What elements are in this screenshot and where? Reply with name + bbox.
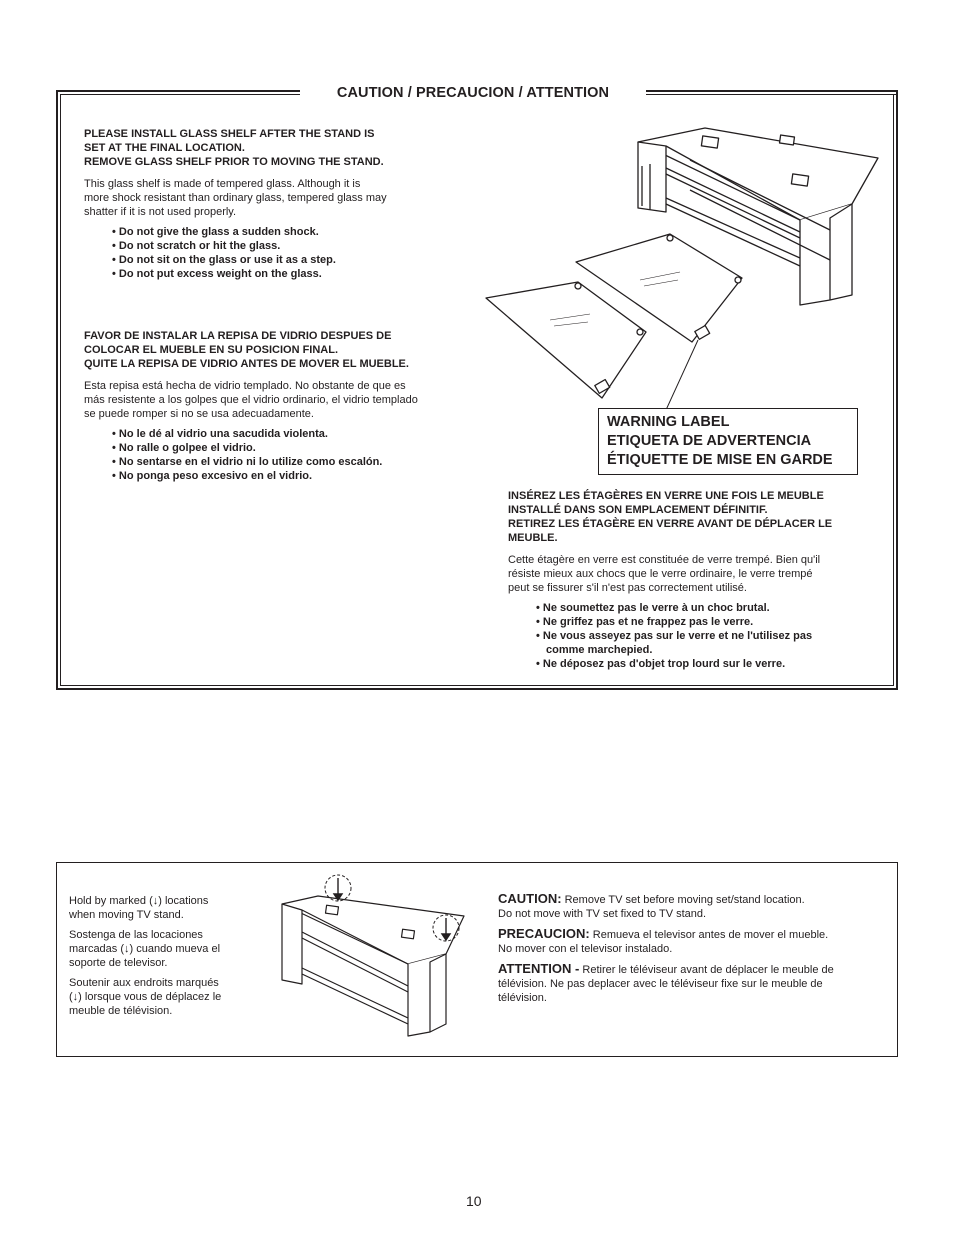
hold-es xyxy=(69,928,269,970)
hold-fr-part: ) lorsque vous de déplacez le xyxy=(78,991,222,1003)
spanish-bullet: • No ralle o golpee el vidrio. xyxy=(112,442,256,454)
hold-es-part: Sostenga de las locaciones xyxy=(69,929,203,941)
english-section xyxy=(84,127,474,281)
english-bullet: • Do not sit on the glass or use it as a step. xyxy=(112,254,336,266)
caution-text-2: Do not move with TV set fixed to TV stand. xyxy=(498,908,707,920)
spanish-bold-2: QUITE LA REPISA DE VIDRIO ANTES DE MOVER EL MUEBLE. xyxy=(84,358,409,370)
stand-carry-illustration xyxy=(278,872,468,1040)
hold-arrow-icon: ↓ xyxy=(124,943,130,955)
english-bullet: • Do not put excess weight on the glass. xyxy=(112,268,322,280)
caution-heading xyxy=(300,82,646,104)
french-body-2: peut se fissurer s'il n'est pas correctement utilisé. xyxy=(508,582,747,594)
hold-instructions xyxy=(69,894,269,1018)
english-body-2: shatter if it is not used properly. xyxy=(84,206,237,218)
hold-fr-part: Soutenir aux endroits marqués xyxy=(69,977,219,989)
hold-en xyxy=(69,894,269,922)
spanish-body-1: más resistente a los golpes que el vidrio ordinario, el vidrio templado xyxy=(84,394,418,406)
spanish-body-2: se puede romper si no se usa adecuadamente. xyxy=(84,408,314,420)
hold-arrow-icon: ↓ xyxy=(152,895,159,907)
french-bold-1: INSTALLÉ DANS SON EMPLACEMENT DÉFINITIF. xyxy=(508,504,768,516)
french-bold-0: INSÉREZ LES ÉTAGÈRES EN VERRE UNE FOIS LE MEUBLE xyxy=(508,490,824,502)
heading-rule-left xyxy=(246,90,304,91)
hold-fr xyxy=(69,976,269,1018)
attention-text-3: télévision. xyxy=(498,992,547,1004)
warning-label-es: ETIQUETA DE ADVERTENCIA xyxy=(607,433,812,449)
page-number: 10 xyxy=(466,1193,482,1209)
hold-en-part: when moving TV stand. xyxy=(69,909,184,921)
french-bullet: • Ne soumettez pas le verre à un choc brutal. xyxy=(536,602,770,614)
heading-rule-right xyxy=(636,90,898,91)
caution-label: CAUTION: xyxy=(498,891,562,906)
spanish-section xyxy=(84,329,484,483)
hold-en-part: ) locations xyxy=(158,895,209,907)
french-bold-3: MEUBLE. xyxy=(508,532,558,544)
french-bullet-list xyxy=(536,601,836,671)
heading-rule-left-2 xyxy=(246,94,304,95)
glass-shelf-illustration xyxy=(480,120,880,410)
caution-text: Remove TV set before moving set/stand location. xyxy=(561,894,805,906)
spanish-bullet-list xyxy=(112,427,484,483)
attention-label: ATTENTION - xyxy=(498,961,580,976)
caution-fr xyxy=(498,962,886,1005)
spanish-body-0: Esta repisa está hecha de vidrio templado. No obstante de que es xyxy=(84,380,406,392)
english-bold-2: REMOVE GLASS SHELF PRIOR TO MOVING THE STAND. xyxy=(84,156,384,168)
french-body-1: résiste mieux aux chocs que le verre ordinaire, le verre trempé xyxy=(508,568,813,580)
english-bullet: • Do not give the glass a sudden shock. xyxy=(112,226,319,238)
hold-es-part: ) cuando mueva el xyxy=(129,943,221,955)
warning-label-en: WARNING LABEL xyxy=(607,414,730,430)
french-bullet: • Ne déposez pas d'objet trop lourd sur le verre. xyxy=(536,658,786,670)
french-bold-2: RETIREZ LES ÉTAGÈRE EN VERRE AVANT DE DÉPLACER LE xyxy=(508,518,833,530)
moving-cautions xyxy=(498,892,886,1005)
warning-label-fr: ÉTIQUETTE DE MISE EN GARDE xyxy=(607,452,833,468)
spanish-bullet: • No le dé al vidrio una sacudida violenta. xyxy=(112,428,328,440)
french-body-0: Cette étagère en verre est constituée de verre trempé. Bien qu'il xyxy=(508,554,821,566)
english-body-0: This glass shelf is made of tempered glass. Although it is xyxy=(84,178,361,190)
spanish-bullet: • No sentarse en el vidrio ni lo utilize como escalón. xyxy=(112,456,383,468)
caution-title: CAUTION / PRECAUCION / ATTENTION xyxy=(336,85,610,101)
french-section xyxy=(508,489,886,671)
hold-es-part: marcadas ( xyxy=(69,943,125,955)
spanish-bold-0: FAVOR DE INSTALAR LA REPISA DE VIDRIO DESPUES DE xyxy=(84,330,392,342)
precaucion-label: PRECAUCION: xyxy=(498,926,590,941)
english-bold-1: SET AT THE FINAL LOCATION. xyxy=(84,142,245,154)
spanish-bullet: • No ponga peso excesivo en el vidrio. xyxy=(112,470,313,482)
english-body-1: more shock resistant than ordinary glass, tempered glass may xyxy=(84,192,387,204)
precaucion-text: Remueva el televisor antes de mover el mueble. xyxy=(589,929,829,941)
hold-fr-part: ( xyxy=(69,991,73,1003)
english-bullet: • Do not scratch or hit the glass. xyxy=(112,240,281,252)
heading-rule-right-2 xyxy=(636,94,898,95)
english-bold-0: PLEASE INSTALL GLASS SHELF AFTER THE STAND IS xyxy=(84,128,375,140)
attention-text-2: télévision. Ne pas deplacer avec le téléviseur fixe sur le meuble de xyxy=(498,978,823,990)
hold-en-part: Hold by marked ( xyxy=(69,895,153,907)
caution-en xyxy=(498,892,886,921)
french-bullet: • Ne griffez pas et ne frappez pas le verre. xyxy=(536,616,754,628)
english-bullet-list xyxy=(112,225,474,281)
spanish-bold-1: COLOCAR EL MUEBLE EN SU POSICION FINAL. xyxy=(84,344,339,356)
precaucion-text-2: No mover con el televisor instalado. xyxy=(498,943,673,955)
attention-text: Retirer le téléviseur avant de déplacer le meuble de xyxy=(579,964,834,976)
hold-fr-part: meuble de télévision. xyxy=(69,1005,173,1017)
hold-es-part: soporte de televisor. xyxy=(69,957,168,969)
french-bullet: • Ne vous asseyez pas sur le verre et ne l'utilisez pas comme marchepied. xyxy=(536,630,813,656)
hold-arrow-icon: ↓ xyxy=(72,991,79,1003)
warning-label-box xyxy=(598,408,858,475)
caution-es xyxy=(498,927,886,956)
